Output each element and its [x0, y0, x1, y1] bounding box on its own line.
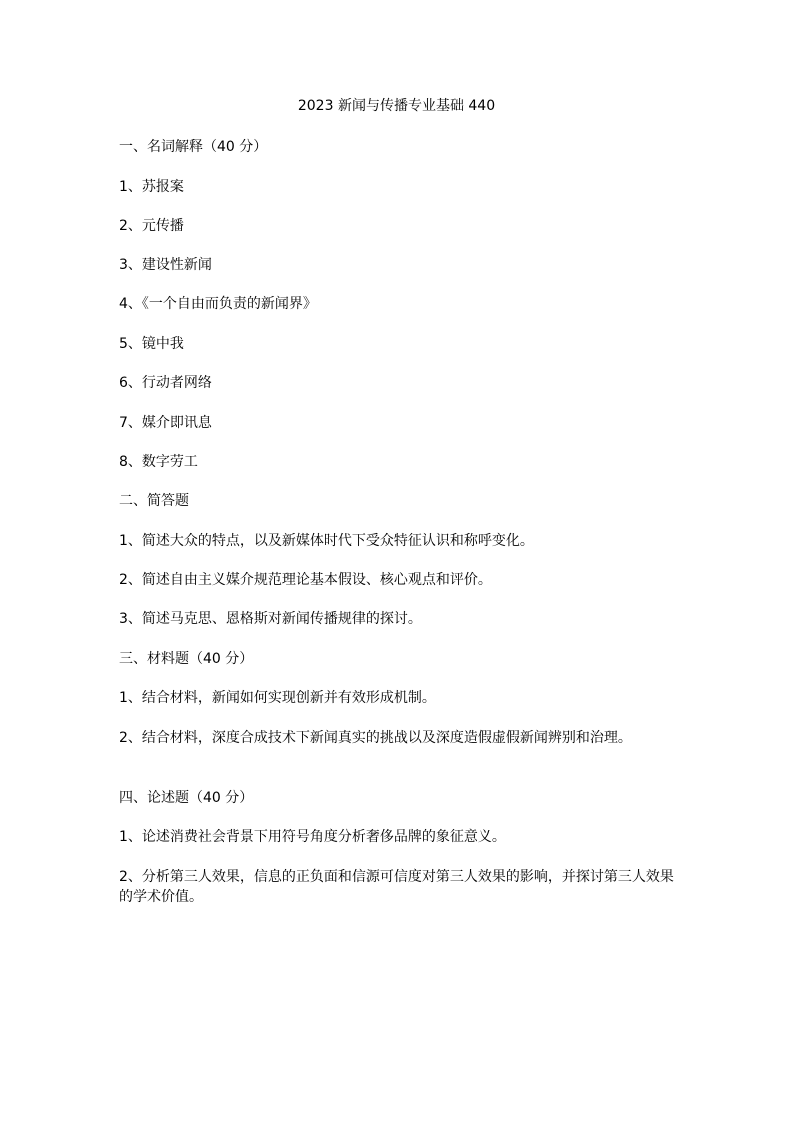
term-item: 1、苏报案	[119, 179, 184, 195]
short-answer-item: 2、简述自由主义媒介规范理论基本假设、核心观点和评价。	[119, 572, 492, 588]
short-answer-item: 1、简述大众的特点，以及新媒体时代下受众特征认识和称呼变化。	[119, 533, 534, 549]
section-heading-material: 三、材料题（40 分）	[119, 651, 254, 667]
term-item: 5、镜中我	[119, 336, 184, 352]
term-item: 6、行动者网络	[119, 375, 212, 391]
term-item: 7、媒介即讯息	[119, 415, 212, 431]
essay-item: 1、论述消费社会背景下用符号角度分析奢侈品牌的象征意义。	[119, 829, 506, 845]
term-item: 3、建设性新闻	[119, 257, 212, 273]
section-heading-short-answer: 二、简答题	[119, 493, 189, 509]
document-title: 2023 新闻与传播专业基础 440	[297, 98, 496, 114]
term-item: 2、元传播	[119, 218, 184, 234]
material-item: 1、结合材料，新闻如何实现创新并有效形成机制。	[119, 690, 436, 706]
short-answer-item: 3、简述马克思、恩格斯对新闻传播规律的探讨。	[119, 611, 422, 627]
essay-item: 2、分析第三人效果，信息的正负面和信源可信度对第三人效果的影响，并探讨第三人效果的学术价值。	[119, 869, 674, 905]
section-heading-essay: 四、论述题（40 分）	[119, 790, 254, 806]
term-item: 8、数字劳工	[119, 454, 198, 470]
material-item: 2、结合材料，深度合成技术下新闻真实的挑战以及深度造假虚假新闻辨别和治理。	[119, 730, 632, 746]
section-heading-terms: 一、名词解释（40 分）	[119, 139, 268, 155]
term-item: 4、《一个自由而负责的新闻界》	[119, 296, 317, 312]
